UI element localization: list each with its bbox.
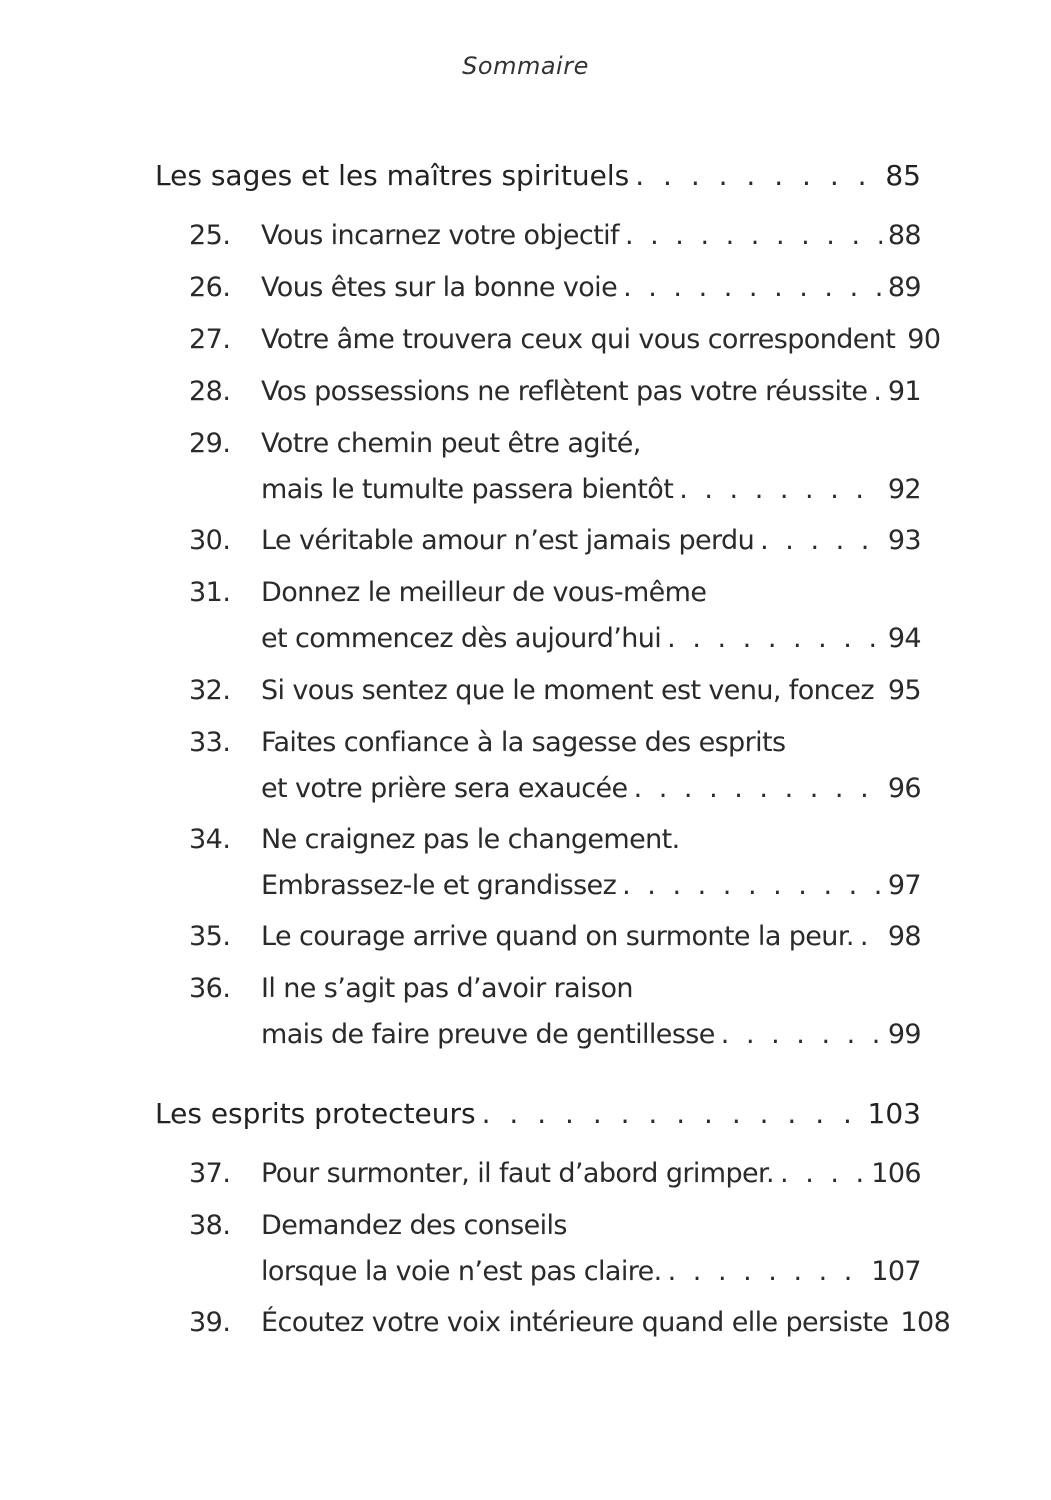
- entry-number: 33.: [189, 727, 231, 758]
- entry-title: Le véritable amour n’est jamais perdu: [261, 525, 755, 556]
- entry-page-number: 94: [887, 623, 921, 654]
- entry-number: 37.: [189, 1158, 231, 1189]
- entry-number: 36.: [189, 973, 231, 1004]
- entry-title: Le courage arrive quand on surmonte la peur.: [261, 921, 854, 952]
- dot-leader: [873, 376, 881, 407]
- entry-page-number: 106: [871, 1158, 921, 1189]
- entry-page-number: 95: [887, 675, 921, 706]
- entry-number: 28.: [189, 376, 231, 407]
- dot-leader: [860, 921, 882, 952]
- toc-section-heading[interactable]: [155, 152, 921, 192]
- entry-number: 39.: [189, 1307, 231, 1338]
- entry-number: 32.: [189, 675, 231, 706]
- entry-number: 27.: [189, 324, 231, 355]
- entry-page-number: 91: [887, 376, 921, 407]
- entry-page-number: 88: [887, 220, 921, 251]
- entry-page-number: 89: [887, 272, 921, 303]
- dot-leader: [482, 1097, 862, 1130]
- dot-leader: [668, 1256, 866, 1287]
- entry-number: 30.: [189, 525, 231, 556]
- entry-title: lorsque la voie n’est pas claire.: [261, 1256, 662, 1287]
- entry-page-number: 99: [887, 1019, 921, 1050]
- entry-title: Votre âme trouvera ceux qui vous correspondent: [261, 324, 896, 355]
- entry-page-number: 92: [887, 474, 921, 505]
- entry-title: Vous êtes sur la bonne voie: [261, 272, 618, 303]
- running-header: Sommaire: [462, 52, 589, 80]
- entry-page-number: 97: [887, 870, 921, 901]
- entry-title: et votre prière sera exaucée: [261, 773, 628, 804]
- entry-number: 25.: [189, 220, 231, 251]
- entry-title-line: Ne craignez pas le changement.: [261, 824, 680, 855]
- entry-page-number: 108: [900, 1307, 951, 1338]
- dot-leader: [635, 159, 879, 192]
- dot-leader: [721, 1019, 882, 1050]
- section-page-number: 103: [867, 1097, 921, 1130]
- section-page-number: 85: [885, 159, 921, 192]
- dot-leader: [667, 623, 882, 654]
- dot-leader: [623, 272, 882, 303]
- entry-page-number: 107: [871, 1256, 921, 1287]
- entry-title: Embrassez-le et grandissez: [261, 870, 617, 901]
- section-title: Les esprits protecteurs: [155, 1097, 476, 1130]
- entry-title: Pour surmonter, il faut d’abord grimper.: [261, 1158, 775, 1189]
- entry-number: 35.: [189, 921, 231, 952]
- entry-title-line: Il ne s’agit pas d’avoir raison: [261, 973, 633, 1004]
- entry-title-line: Demandez des conseils: [261, 1210, 567, 1241]
- entry-title: mais de faire preuve de gentillesse: [261, 1019, 715, 1050]
- entry-page-number: 96: [887, 773, 921, 804]
- entry-page-number: 93: [887, 525, 921, 556]
- entry-title-line: Faites confiance à la sagesse des esprits: [261, 727, 786, 758]
- entry-title-line: Donnez le meilleur de vous-même: [261, 577, 707, 608]
- entry-title: Si vous sentez que le moment est venu, foncez: [261, 675, 874, 706]
- dot-leader: [760, 525, 882, 556]
- entry-number: 34.: [189, 824, 231, 855]
- dot-leader: [625, 220, 882, 251]
- entry-page-number: 98: [887, 921, 921, 952]
- entry-number: 29.: [189, 428, 231, 459]
- toc-section-heading[interactable]: [155, 1090, 921, 1130]
- entry-number: 26.: [189, 272, 231, 303]
- dot-leader: [880, 675, 882, 706]
- dot-leader: [634, 773, 882, 804]
- dot-leader: [622, 870, 882, 901]
- dot-leader: [679, 474, 882, 505]
- entry-number: 38.: [189, 1210, 231, 1241]
- entry-title: Vos possessions ne reflètent pas votre réussite: [261, 376, 868, 407]
- entry-title: mais le tumulte passera bientôt: [261, 474, 674, 505]
- section-title: Les sages et les maîtres spirituels: [155, 159, 630, 192]
- entry-page-number: 90: [907, 324, 941, 355]
- entry-title-line: Votre chemin peut être agité,: [261, 428, 641, 459]
- entry-number: 31.: [189, 577, 231, 608]
- dot-leader: [780, 1158, 865, 1189]
- entry-title: Écoutez votre voix intérieure quand elle persiste: [261, 1307, 889, 1338]
- entry-title: Vous incarnez votre objectif: [261, 220, 619, 251]
- entry-title: et commencez dès aujourd’hui: [261, 623, 662, 654]
